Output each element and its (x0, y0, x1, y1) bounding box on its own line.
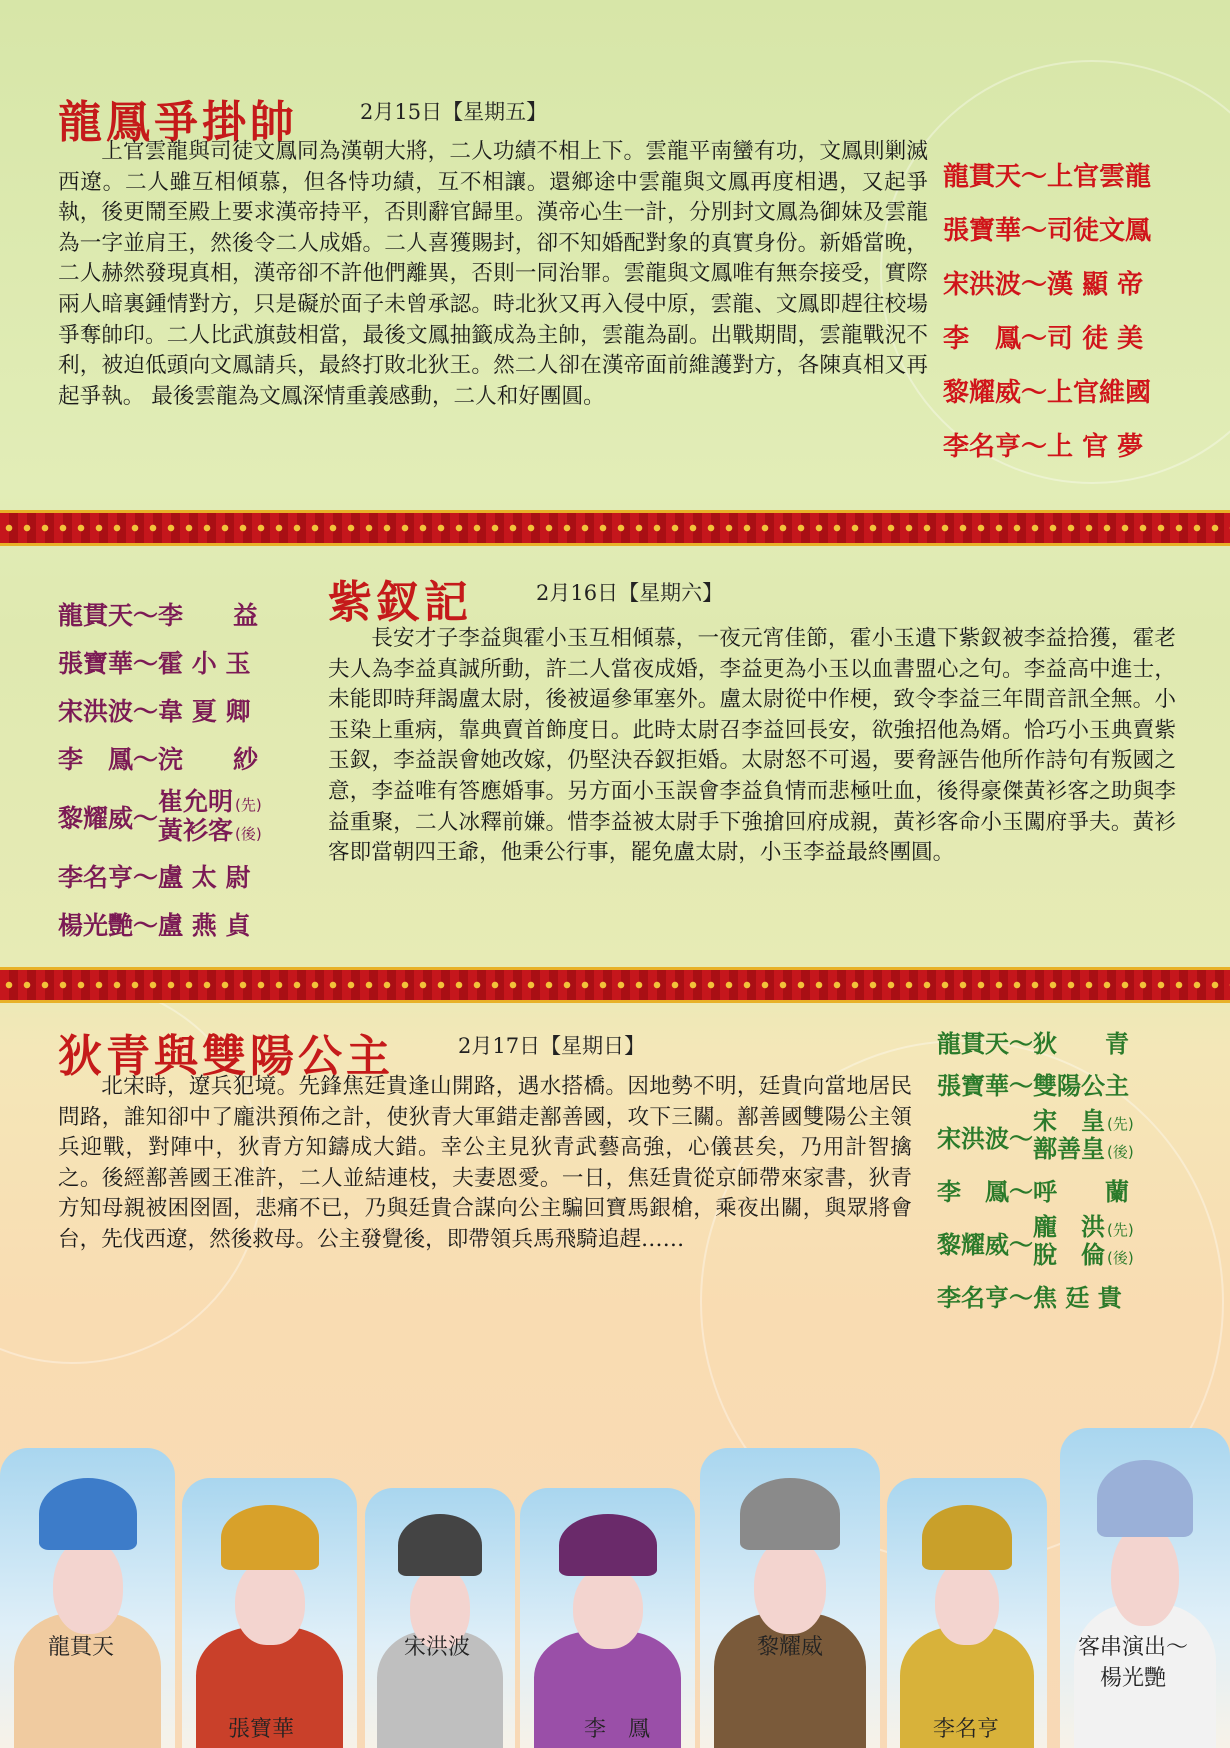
section2-cast-list (58, 590, 318, 948)
performer-portrait (887, 1478, 1047, 1748)
headdress-shape (39, 1478, 137, 1550)
cast-role-tag: (先) (1107, 1115, 1134, 1134)
section1-date: 2月15日【星期五】 (360, 100, 548, 124)
cast-separator: ～ (133, 863, 159, 892)
performer-portrait (0, 1448, 175, 1748)
cast-role-group (158, 788, 262, 846)
cast-separator: ～ (1021, 215, 1048, 246)
cast-separator: ～ (1021, 431, 1048, 462)
cast-separator: ～ (1021, 377, 1048, 408)
section3-title: 狄青與雙陽公主 (58, 1031, 394, 1082)
synopsis-text: 北宋時，遼兵犯境。先鋒焦廷貴逢山開路，遇水搭橋。因地勢不明，廷貴向當地居民問路，誰知卻中了龐洪預佈之計，使狄青大軍錯走鄯善國，攻下三關。鄯善國雙陽公主領兵迎戰，對陣中，狄青方知鑄成大錯。幸公主見狄青武藝高強，心儀甚矣，乃用計智擒之。後經鄯善國王准許，二人並結連枝，夫妻恩愛。一日，焦廷貴從京師帶來家書，狄青方知母親被困囹圄，悲痛不已，乃與廷貴合謀向公主騙回寶馬銀槍，乘夜出關，與眾將會台，先伐西遼，然後救母。公主發覺後，即帶領兵馬飛騎追趕…… (58, 1074, 912, 1252)
cast-actor-name: 龍貫天 (937, 1029, 1009, 1058)
cast-role-line (158, 788, 262, 817)
cast-entry (58, 686, 318, 734)
performer-name-label (757, 1630, 823, 1661)
cast-role-name: 司徒文鳳 (1047, 215, 1152, 246)
performer-name: 龍貫天 (48, 1635, 115, 1660)
cast-entry (58, 638, 318, 686)
face-shape (1111, 1524, 1179, 1626)
cast-role-name: 上官雲龍 (1047, 161, 1152, 192)
cast-entry (937, 1168, 1187, 1210)
cast-entry (58, 734, 318, 782)
section2-synopsis (328, 624, 1176, 869)
headdress-shape (221, 1505, 319, 1570)
cast-role-tag: (先) (235, 796, 262, 815)
cast-entry (943, 201, 1183, 255)
cast-actor-name: 龍貫天 (58, 601, 134, 630)
cast-role-name: 浣 紗 (158, 745, 259, 774)
cast-separator: ～ (1021, 269, 1048, 300)
cast-separator: ～ (1009, 1177, 1033, 1206)
cast-role-name: 漢 顯 帝 (1047, 269, 1144, 300)
cast-role-name: 狄 青 (1033, 1029, 1129, 1058)
performer-portrait (700, 1448, 880, 1748)
cast-actor-name: 黎耀威 (58, 804, 134, 833)
face-shape (935, 1559, 999, 1645)
face-shape (573, 1566, 643, 1649)
synopsis-text: 長安才子李益與霍小玉互相傾慕，一夜元宵佳節，霍小玉遺下紫釵被李益拾獲，霍老夫人為李益真誠所動，許二人當夜成婚，李益更為小玉以血書盟心之句。李益高中進士，未能即時拜謁盧太尉，後被逼參軍塞外。盧太尉從中作梗，致令李益三年間音訊全無。小玉染上重病，靠典賣首飾度日。此時太尉召李益回長安，欲強招他為婿。恰巧小玉典賣紫玉釵，李益誤會她改嫁，仍堅決吞釵拒婚。太尉怒不可遏，要脅誣告他所作詩句有叛國之意，李益唯有答應婚事。另方面小玉誤會李益負情而悲極吐血，後得豪傑黃衫客之助與李益重聚，二人冰釋前嫌。惜李益被太尉手下強搶回府成親，黃衫客命小玉闖府爭夫。黃衫客即當朝四王爺，他秉公行事，罷免盧太尉，小玉李益最終團圓。 (328, 626, 1176, 866)
performer-portrait (365, 1488, 515, 1748)
cast-actor-name: 李名亨 (937, 1283, 1009, 1312)
cast-role-tag: (後) (1107, 1143, 1134, 1161)
cast-entry (943, 255, 1183, 309)
cast-role-name: 上官維國 (1047, 377, 1152, 408)
cast-entry (937, 1210, 1187, 1274)
cast-actor-name: 李 鳳 (943, 323, 1022, 354)
cast-entry (58, 782, 318, 852)
cast-entry (943, 363, 1183, 417)
headdress-shape (559, 1514, 657, 1576)
performer-name: 楊光艷 (1100, 1666, 1167, 1691)
cast-entry (937, 1062, 1187, 1104)
performer-name: 黎耀威 (757, 1635, 824, 1660)
cast-entry (58, 852, 318, 900)
performer-portrait (1060, 1428, 1230, 1748)
cast-separator: ～ (133, 697, 159, 726)
cast-actor-name: 張寶華 (943, 215, 1022, 246)
ornamental-border (0, 510, 1230, 546)
cast-entry (937, 1104, 1187, 1168)
section3-date: 2月17日【星期日】 (458, 1034, 646, 1058)
headdress-shape (1097, 1460, 1192, 1537)
cast-actor-name: 張寶華 (58, 649, 134, 678)
cast-separator: ～ (133, 649, 159, 678)
cast-role-name: 呼 蘭 (1033, 1177, 1129, 1206)
performer-name-label (404, 1630, 470, 1661)
performer-name-label (48, 1630, 114, 1661)
cast-role-line (1033, 1242, 1134, 1270)
section3-synopsis (58, 1072, 912, 1256)
ornamental-border (0, 967, 1230, 1003)
cast-role-name: 韋 夏 卿 (158, 697, 251, 726)
synopsis-text: 上官雲龍與司徒文鳳同為漢朝大將，二人功績不相上下。雲龍平南蠻有功，文鳳則剿滅西遼。二人雖互相傾慕，但各恃功績，互不相讓。還鄉途中雲龍與文鳳再度相遇，又起爭執，後更鬧至殿上要求漢帝持平，否則辭官歸里。漢帝心生一計，分別封文鳳為御妹及雲龍為一字並肩王，然後令二人成婚。二人喜獲賜封，卻不知婚配對象的真實身份。新婚當晚，二人赫然發現真相，漢帝卻不許他們離異，否則一同治罪。雲龍與文鳳唯有無奈接受，實際兩人暗裏鍾情對方，只是礙於面子未曾承認。時北狄又再入侵中原，雲龍、文鳳即趕往校場爭奪帥印。二人比武旗鼓相當，最後文鳳抽籤成為主帥，雲龍為副。出戰期間，雲龍戰況不利，被迫低頭向文鳳請兵，最終打敗北狄王。然二人卻在漢帝面前維護對方，各陳真相又再起爭執。 最後雲龍為文鳳深情重義感動，二人和好團圓。 (58, 139, 928, 409)
cast-separator: ～ (133, 911, 159, 940)
cast-role-line (158, 817, 262, 846)
cast-role-tag: (先) (1107, 1221, 1134, 1240)
cast-role-group (1033, 1108, 1134, 1163)
cast-separator: ～ (133, 804, 159, 833)
cast-role-line (1033, 1214, 1134, 1242)
cast-photo-strip (0, 1370, 1230, 1748)
cast-actor-name: 宋洪波 (943, 269, 1022, 300)
cast-entry (943, 417, 1183, 471)
face-shape (754, 1538, 826, 1634)
cast-entry (937, 1020, 1187, 1062)
cast-role-name: 司 徒 美 (1047, 323, 1144, 354)
cast-role-name: 焦 廷 貴 (1033, 1283, 1122, 1312)
cast-actor-name: 楊光艷 (58, 911, 134, 940)
cast-entry (58, 590, 318, 638)
cast-actor-name: 李 鳳 (58, 745, 134, 774)
cast-role-tag: (後) (1107, 1249, 1134, 1267)
section1-cast-list (943, 147, 1183, 471)
cast-entry (943, 147, 1183, 201)
performer-portrait (520, 1488, 695, 1748)
cast-separator: ～ (1009, 1071, 1033, 1100)
performer-name: 張寶華 (228, 1717, 295, 1742)
section2-date: 2月16日【星期六】 (536, 581, 724, 605)
cast-separator: ～ (133, 745, 159, 774)
cast-actor-name: 李 鳳 (937, 1177, 1009, 1206)
section3-cast-list (937, 1020, 1187, 1316)
headdress-shape (922, 1505, 1012, 1570)
cast-role-name: 盧 燕 貞 (158, 911, 251, 940)
performer-name: 宋洪波 (404, 1635, 471, 1660)
cast-actor-name: 李名亨 (943, 431, 1022, 462)
section1-synopsis (58, 137, 928, 412)
face-shape (235, 1559, 305, 1645)
cast-separator: ～ (1009, 1230, 1033, 1259)
cast-role-line (1033, 1108, 1134, 1136)
performer-name-label (933, 1712, 999, 1743)
cast-actor-name: 李名亨 (58, 863, 134, 892)
performer-name-label (1078, 1630, 1188, 1692)
cast-entry (937, 1274, 1187, 1316)
cast-role-name: 盧 太 尉 (158, 863, 251, 892)
section2-title: 紫釵記 (328, 577, 472, 628)
cast-entry (58, 900, 318, 948)
section1-title: 龍鳳爭掛帥 (58, 97, 298, 148)
cast-role-name: 崔允明 (158, 787, 234, 817)
cast-entry (943, 309, 1183, 363)
cast-role-name: 雙陽公主 (1033, 1071, 1129, 1100)
performer-name-label (228, 1712, 294, 1743)
cast-separator: ～ (1021, 323, 1048, 354)
cast-actor-name: 張寶華 (937, 1071, 1009, 1100)
cast-actor-name: 黎耀威 (943, 377, 1022, 408)
cast-role-name: 脫 倫 (1033, 1241, 1105, 1269)
cast-role-name: 霍 小 玉 (158, 649, 251, 678)
headdress-shape (740, 1478, 841, 1550)
cast-role-name: 宋 皇 (1033, 1107, 1105, 1136)
cast-separator: ～ (1021, 161, 1048, 192)
cast-role-tag: (後) (235, 825, 262, 843)
cast-actor-name: 龍貫天 (943, 161, 1022, 192)
cast-role-name: 黃衫客 (158, 816, 234, 845)
cast-role-line (1033, 1136, 1134, 1164)
performer-portrait (182, 1478, 357, 1748)
headdress-shape (398, 1514, 482, 1576)
face-shape (53, 1538, 123, 1634)
performer-name: 李名亨 (933, 1717, 1000, 1742)
cast-role-name: 上 官 夢 (1047, 431, 1144, 462)
cast-role-name: 鄯善皇 (1033, 1135, 1105, 1163)
cast-separator: ～ (133, 601, 159, 630)
cast-actor-name: 宋洪波 (58, 697, 134, 726)
cast-role-name: 龐 洪 (1033, 1213, 1105, 1242)
cast-role-group (1033, 1214, 1134, 1269)
performer-name: 李 鳳 (584, 1717, 651, 1742)
cast-actor-name: 宋洪波 (937, 1124, 1009, 1153)
performer-name: 客串演出～ (1078, 1635, 1189, 1660)
cast-role-name: 李 益 (158, 601, 259, 630)
cast-separator: ～ (1009, 1124, 1033, 1153)
cast-separator: ～ (1009, 1283, 1033, 1312)
cast-separator: ～ (1009, 1029, 1033, 1058)
cast-actor-name: 黎耀威 (937, 1230, 1009, 1259)
performer-name-label (584, 1712, 650, 1743)
